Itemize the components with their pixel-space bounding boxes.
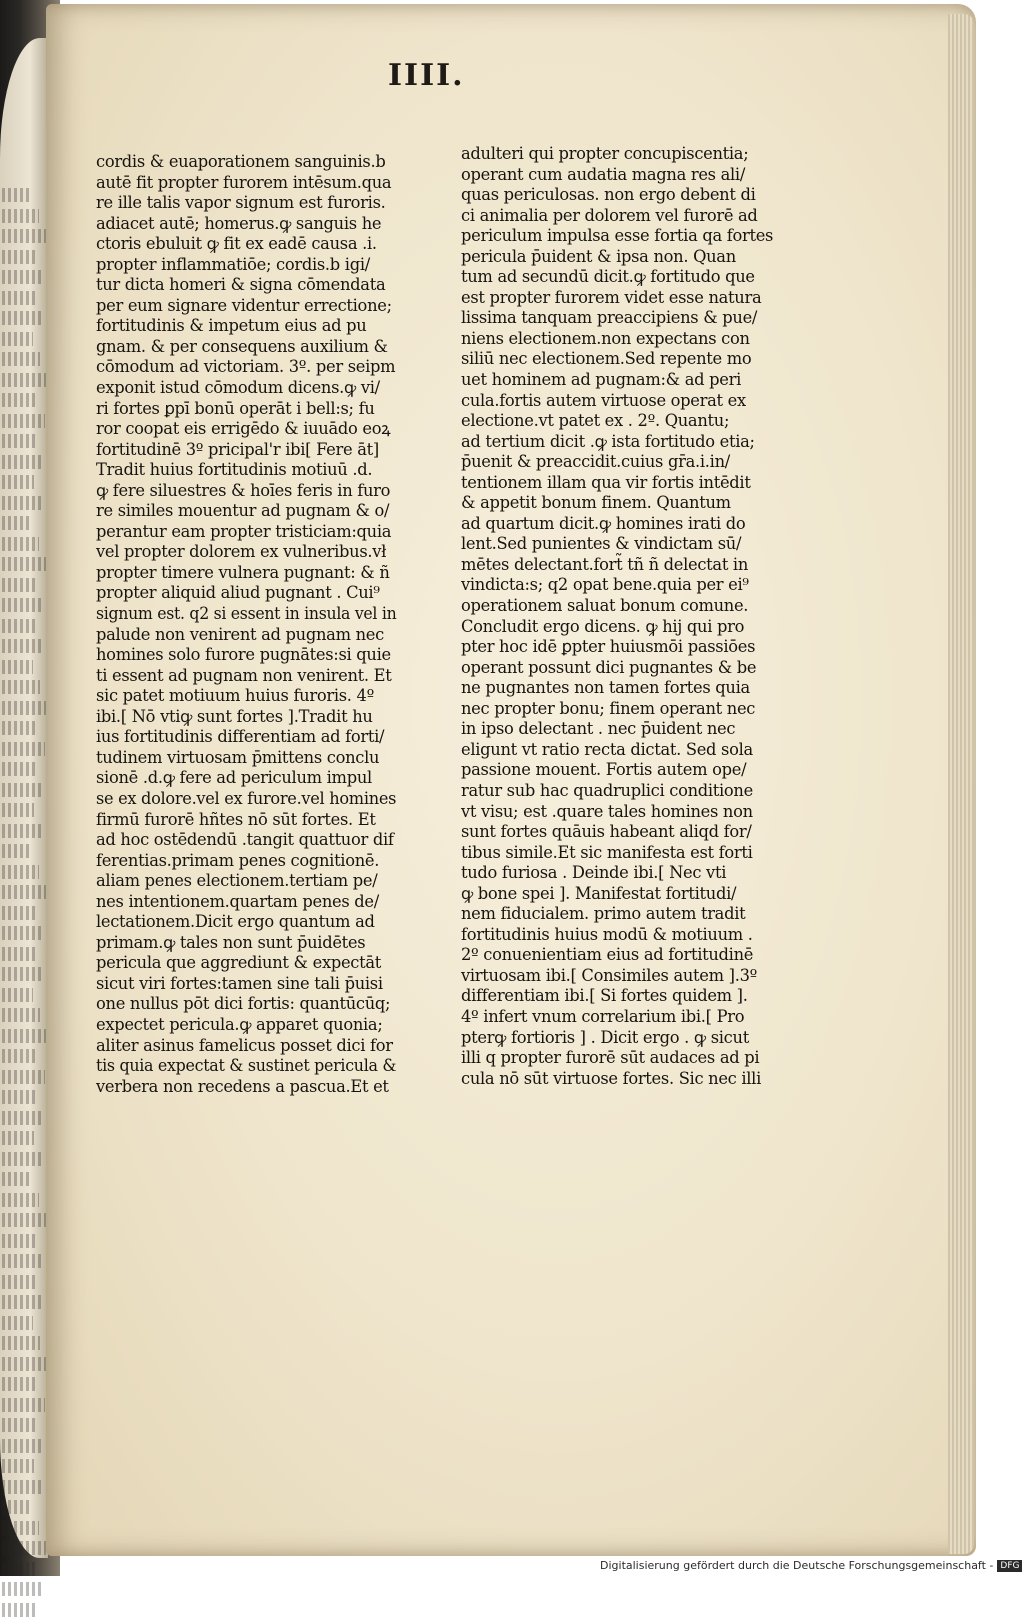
adjacent-page-ink bbox=[2, 496, 41, 510]
text-line-right: eligunt vt ratio recta dictat. Sed sola bbox=[461, 739, 753, 759]
text-line-right: cula nō sūt virtuose fortes. Sic nec illi bbox=[461, 1068, 761, 1088]
text-line-right: operant cum audatia magna res ali/ bbox=[461, 164, 746, 184]
text-line-left: adiacet autē; homerus.ꝙ sanguis he bbox=[96, 213, 382, 233]
adjacent-page-ink bbox=[2, 762, 36, 776]
adjacent-page-ink bbox=[2, 1357, 47, 1371]
page-edge-stack bbox=[948, 14, 974, 1554]
text-line-left: re similes mouentur ad pugnam & o/ bbox=[96, 501, 390, 521]
adjacent-page-ink bbox=[2, 639, 42, 653]
adjacent-page-ink bbox=[2, 742, 45, 756]
text-line-right: nem fiducialem. primo autem tradit bbox=[461, 904, 746, 924]
text-line-left: signum est. q2 si essent in insula vel in bbox=[96, 604, 397, 624]
adjacent-page-ink bbox=[2, 1131, 34, 1145]
text-line-left: pericula que aggrediunt & expectāt bbox=[96, 953, 382, 973]
text-line-right: 2º conuenientiam eius ad fortitudinē bbox=[461, 945, 754, 965]
text-line-left: primam.ꝙ tales non sunt p̄uidētes bbox=[96, 932, 366, 952]
text-line-right: tibus simile.Et sic manifesta est forti bbox=[461, 842, 753, 862]
adjacent-page-ink bbox=[2, 578, 37, 592]
text-line-left: vel propter dolorem ex vulneribus.vł bbox=[96, 542, 387, 562]
text-line-left: homines solo furore pugnātes:si quie bbox=[96, 645, 391, 665]
text-line-right: ratur sub hac quadruplici conditione bbox=[461, 780, 753, 800]
text-line-left: propter timere vulnera pugnant: & ñ bbox=[96, 562, 390, 582]
adjacent-page-ink bbox=[2, 926, 44, 940]
adjacent-page-ink bbox=[2, 783, 43, 797]
adjacent-page-ink bbox=[2, 250, 37, 264]
adjacent-page-ink bbox=[2, 352, 40, 366]
text-line-left: tudinem virtuosam p̄mittens conclu bbox=[96, 747, 380, 767]
adjacent-page-ink bbox=[2, 1213, 46, 1227]
text-line-right: in ipso delectant . nec p̄uident nec bbox=[461, 719, 736, 739]
adjacent-page-ink bbox=[2, 701, 47, 715]
text-line-right: virtuosam ibi.[ Consimiles autem ].3º bbox=[461, 965, 757, 985]
text-line-right: tudo furiosa . Deinde ibi.[ Nec vti bbox=[461, 863, 727, 883]
text-line-left: ri fortes ꝑpī bonū operāt i bell:s; fu bbox=[96, 398, 375, 418]
adjacent-page-ink bbox=[2, 1049, 38, 1063]
adjacent-page-ink bbox=[2, 1193, 39, 1207]
adjacent-page-ink bbox=[2, 270, 44, 284]
folio-number: IIII. bbox=[388, 58, 465, 93]
text-line-right: pter hoc idē ꝑpter huiusmōi passiōes bbox=[461, 637, 756, 657]
text-line-right: est propter furorem videt esse natura bbox=[461, 287, 762, 307]
text-line-right: pericula p̄uident & ipsa non. Quan bbox=[461, 246, 736, 266]
text-line-left: aliter asinus famelicus posset dici for bbox=[96, 1035, 393, 1055]
adjacent-page-edge bbox=[0, 38, 48, 1558]
text-line-right: illi q propter furorē sūt audaces ad pi bbox=[461, 1048, 760, 1068]
adjacent-page-ink bbox=[2, 844, 32, 858]
adjacent-page-ink bbox=[2, 1254, 44, 1268]
text-line-right: siliū nec electionem.Sed repente mo bbox=[461, 349, 752, 369]
text-line-right: mētes delectant.fort̃ tñ ñ delectat in bbox=[461, 554, 749, 574]
text-line-left: fortitudinis & impetum eius ad pu bbox=[96, 316, 367, 336]
adjacent-page-ink bbox=[2, 1562, 37, 1576]
text-line-left: propter inflammatiōe; cordis.b igi/ bbox=[96, 254, 370, 274]
dfg-logo: DFG bbox=[997, 1560, 1022, 1572]
adjacent-page-ink bbox=[2, 947, 35, 961]
adjacent-page-ink bbox=[2, 557, 46, 571]
adjacent-page-ink bbox=[2, 598, 44, 612]
text-line-right: electione.vt patet ex . 2º. Quantu; bbox=[461, 411, 730, 431]
adjacent-page-ink bbox=[2, 455, 43, 469]
adjacent-page-ink bbox=[2, 1275, 35, 1289]
text-line-left: re ille talis vapor signum est furoris. bbox=[96, 193, 386, 213]
text-line-left: exponit istud cōmodum dicens.ꝙ vi/ bbox=[96, 378, 380, 398]
text-line-right: ad tertium dicit .ꝙ ista fortitudo etia; bbox=[461, 431, 755, 451]
adjacent-page-ink bbox=[2, 1029, 47, 1043]
adjacent-page-ink bbox=[2, 1459, 34, 1473]
text-line-left: ctoris ebuluit ꝙ fit ex eadē causa .i. bbox=[96, 234, 377, 254]
adjacent-page-ink bbox=[2, 188, 32, 202]
adjacent-page-ink bbox=[2, 1480, 41, 1494]
adjacent-page-ink bbox=[2, 516, 32, 530]
text-line-left: ror coopat eis errigēdo & iuuādo eoꝝ bbox=[96, 419, 391, 439]
text-line-right: lent.Sed punientes & vindictam sū/ bbox=[461, 534, 742, 554]
text-line-left: cōmodum ad victoriam. 3º. per seipm bbox=[96, 357, 396, 377]
text-line-left: tis quia expectat & sustinet pericula & bbox=[96, 1056, 397, 1076]
adjacent-page-ink bbox=[2, 1316, 33, 1330]
adjacent-page-ink bbox=[2, 619, 35, 633]
adjacent-page-ink bbox=[2, 1603, 35, 1617]
adjacent-page-ink bbox=[2, 1172, 32, 1186]
text-line-left: palude non venirent ad pugnam nec bbox=[96, 624, 384, 644]
adjacent-page-ink bbox=[2, 803, 34, 817]
text-column-right bbox=[461, 144, 811, 1089]
text-line-left: per eum signare videntur errectione; bbox=[96, 295, 392, 315]
text-line-right: operationem saluat bonum comune. bbox=[461, 596, 749, 616]
adjacent-page-ink bbox=[2, 824, 41, 838]
text-line-right: periculum impulsa esse fortia qa fortes bbox=[461, 226, 774, 246]
text-line-right: vindicta:s; q2 opat bene.quia per ei⁹ bbox=[461, 575, 749, 595]
adjacent-page-ink bbox=[2, 311, 42, 325]
text-line-right: operant possunt dici pugnantes & be bbox=[461, 657, 757, 677]
text-line-left: nes intentionem.quartam penes de/ bbox=[96, 891, 379, 911]
text-line-right: ꝙ bone spei ]. Manifestat fortitudi/ bbox=[461, 883, 737, 903]
credit-text: Digitalisierung gefördert durch die Deutsche Forschungsgemeinschaft - bbox=[600, 1559, 994, 1572]
text-line-left: verbera non recedens a pascua.Et et bbox=[96, 1076, 389, 1096]
adjacent-page-ink bbox=[2, 1336, 40, 1350]
text-line-right: nec propter bonu; finem operant nec bbox=[461, 698, 756, 718]
text-line-left: sicut viri fortes:tamen sine tali p̄uisi bbox=[96, 973, 383, 993]
adjacent-page-ink bbox=[2, 865, 39, 879]
adjacent-page-ink bbox=[2, 1398, 45, 1412]
text-line-left: Tradit huius fortitudinis motiuū .d. bbox=[96, 460, 373, 480]
text-line-left: expectet pericula.ꝙ apparet quonia; bbox=[96, 1014, 383, 1034]
adjacent-page-ink bbox=[2, 1439, 43, 1453]
adjacent-page-ink bbox=[2, 1377, 38, 1391]
text-line-left: sionē .d.ꝙ fere ad periculum impul bbox=[96, 768, 372, 788]
adjacent-page-ink bbox=[2, 1500, 32, 1514]
text-line-right: tum ad secundū dicit.ꝙ fortitudo que bbox=[461, 267, 755, 287]
text-line-right: Concludit ergo dicens. ꝙ hij qui pro bbox=[461, 616, 745, 636]
text-line-left: fortitudinē 3º pricipal'r ibi[ Fere āt] bbox=[96, 439, 379, 459]
text-line-right: passione mouent. Fortis autem ope/ bbox=[461, 760, 747, 780]
text-line-right: fortitudinis huius modū & motiuum . bbox=[461, 924, 753, 944]
text-line-left: cordis & euaporationem sanguinis.b bbox=[96, 152, 386, 171]
adjacent-page-ink bbox=[2, 988, 33, 1002]
text-line-left: perantur eam propter tristiciam:quia bbox=[96, 521, 392, 541]
adjacent-page-ink bbox=[2, 660, 33, 674]
text-line-left: ius fortitudinis differentiam ad forti/ bbox=[96, 727, 385, 747]
adjacent-page-ink bbox=[2, 1521, 39, 1535]
adjacent-page-ink bbox=[2, 1418, 36, 1432]
text-line-right: differentiam ibi.[ Si fortes quidem ]. bbox=[461, 986, 748, 1006]
text-line-left: gnam. & per consequens auxilium & bbox=[96, 336, 388, 356]
text-line-left: ad hoc ostēdendū .tangit quattuor dif bbox=[96, 830, 394, 850]
text-line-left: se ex dolore.vel ex furore.vel homines bbox=[96, 788, 397, 808]
adjacent-page-ink bbox=[2, 414, 45, 428]
adjacent-page-ink bbox=[2, 1541, 46, 1555]
text-line-right: ne pugnantes non tamen fortes quia bbox=[461, 678, 750, 698]
adjacent-page-ink bbox=[2, 1295, 42, 1309]
adjacent-page-ink bbox=[2, 885, 46, 899]
adjacent-page-ink bbox=[2, 209, 39, 223]
text-line-left: ibi.[ Nō vtiꝙ sunt fortes ].Tradit hu bbox=[96, 706, 373, 726]
text-column-left bbox=[96, 152, 426, 1097]
adjacent-page-ink bbox=[2, 680, 40, 694]
text-line-left: aliam penes electionem.tertiam pe/ bbox=[96, 871, 378, 891]
adjacent-page-ink bbox=[2, 967, 42, 981]
text-line-left: propter aliquid aliud pugnant . Cui⁹ bbox=[96, 583, 380, 603]
text-line-left: sic patet motiuum huius furoris. 4º bbox=[96, 686, 374, 706]
adjacent-page-ink bbox=[2, 1008, 40, 1022]
adjacent-page-ink bbox=[2, 1234, 37, 1248]
text-line-right: quas periculosas. non ergo debent di bbox=[461, 185, 756, 205]
text-line-right: lissima tanquam preaccipiens & pue/ bbox=[461, 308, 758, 328]
adjacent-page-ink bbox=[2, 721, 38, 735]
text-line-left: ꝙ fere siluestres & hoīes feris in furo bbox=[96, 480, 391, 500]
text-line-right: niens electionem.non expectans con bbox=[461, 328, 750, 348]
text-line-right: 4º infert vnum correlarium ibi.[ Pro bbox=[461, 1006, 745, 1026]
text-line-right: vt visu; est .quare tales homines non bbox=[461, 801, 753, 821]
adjacent-page-ink bbox=[2, 1111, 43, 1125]
text-line-right: adulteri qui propter concupiscentia; bbox=[461, 144, 749, 163]
text-line-right: sunt fortes quāuis habeant aliqd for/ bbox=[461, 822, 752, 842]
text-line-left: lectationem.Dicit ergo quantum ad bbox=[96, 912, 375, 932]
text-line-left: autē fit propter furorem intēsum.qua bbox=[96, 172, 392, 192]
adjacent-page-ink bbox=[2, 1152, 41, 1166]
adjacent-page-ink bbox=[2, 537, 39, 551]
adjacent-page-ink bbox=[2, 373, 47, 387]
text-line-right: pterꝙ fortioris ] . Dicit ergo . ꝙ sicut bbox=[461, 1027, 749, 1047]
text-line-right: cula.fortis autem virtuose operat ex bbox=[461, 390, 746, 410]
adjacent-page-ink bbox=[2, 291, 35, 305]
adjacent-page-ink bbox=[2, 393, 38, 407]
text-line-right: tentionem illam qua vir fortis intēdit bbox=[461, 472, 751, 492]
adjacent-page-ink bbox=[2, 229, 46, 243]
adjacent-page-ink bbox=[2, 1090, 36, 1104]
adjacent-page-ink bbox=[2, 1070, 45, 1084]
adjacent-page-ink bbox=[2, 1582, 44, 1596]
text-line-left: ti essent ad pugnam non venirent. Et bbox=[96, 665, 392, 685]
text-line-right: ad quartum dicit.ꝙ homines irati do bbox=[461, 513, 746, 533]
text-line-left: tur dicta homeri & signa cōmendata bbox=[96, 275, 386, 295]
digitization-credit bbox=[600, 1556, 1020, 1576]
adjacent-page-ink bbox=[2, 906, 37, 920]
text-line-right: uet hominem ad pugnam:& ad peri bbox=[461, 370, 741, 390]
adjacent-page-ink bbox=[2, 475, 34, 489]
text-line-left: ferentias.primam penes cognitionē. bbox=[96, 850, 380, 870]
text-line-left: one nullus pōt dici fortis: quantūcūq; bbox=[96, 994, 391, 1014]
text-line-right: p̄uenit & preaccidit.cuius gr̄a.i.in/ bbox=[461, 452, 730, 472]
adjacent-page-ink bbox=[2, 332, 33, 346]
text-line-right: ci animalia per dolorem vel furorē ad bbox=[461, 205, 758, 225]
adjacent-page-ink bbox=[2, 434, 36, 448]
text-line-right: & appetit bonum finem. Quantum bbox=[461, 493, 731, 513]
text-line-left: firmū furorē hñtes nō sūt fortes. Et bbox=[96, 809, 376, 829]
